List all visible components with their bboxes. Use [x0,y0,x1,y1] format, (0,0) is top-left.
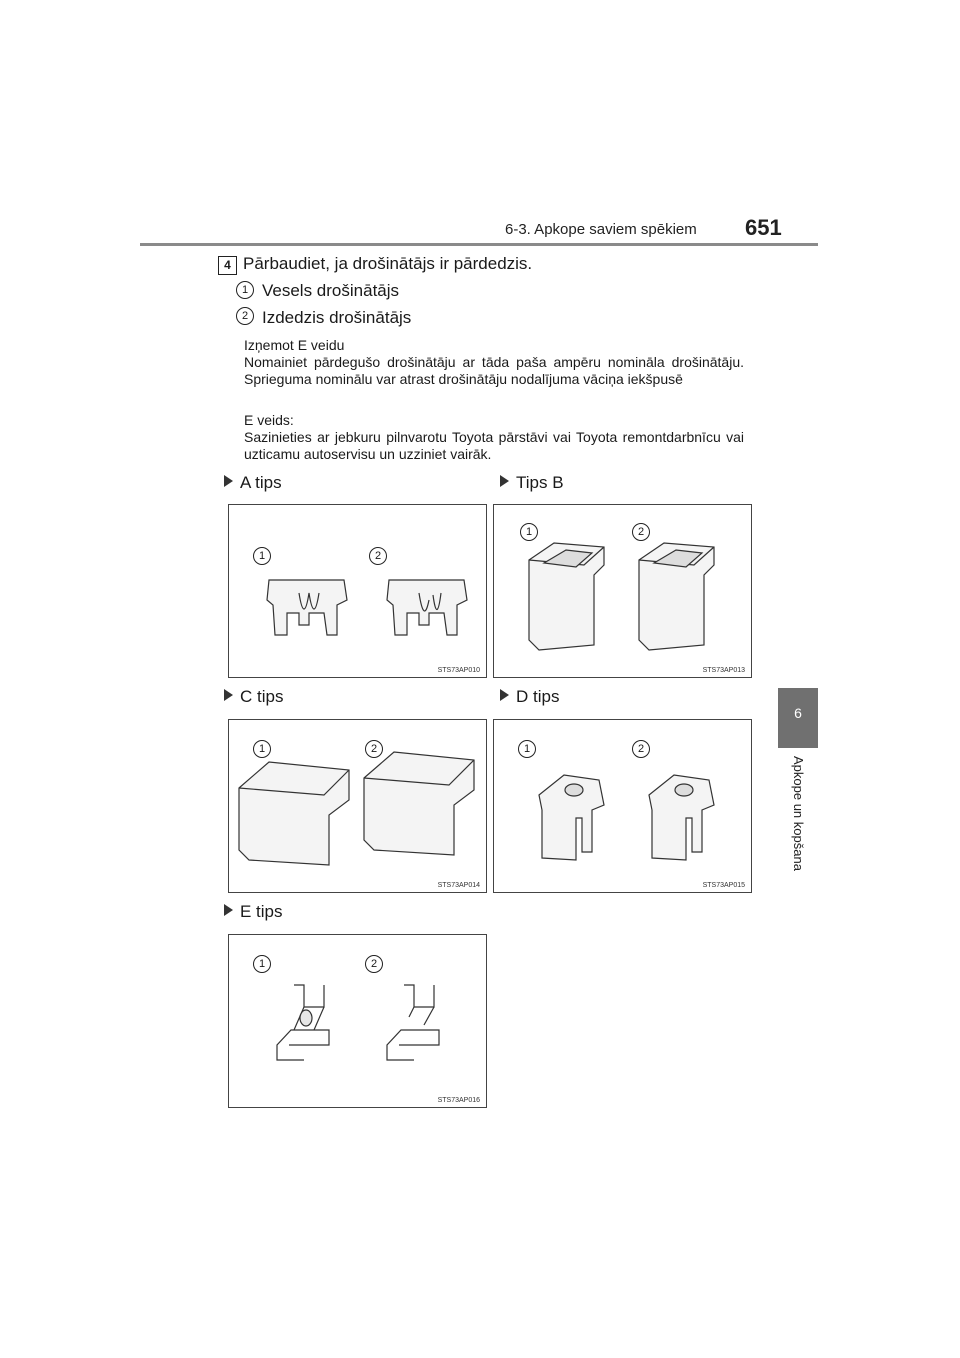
figure-type-e [228,934,487,1108]
figure-marker-good: 1 [253,740,271,758]
step-text: Pārbaudiet, ja drošinātājs ir pārdedzis. [243,254,533,273]
figure-code: STS73AP014 [437,882,480,889]
figure-type-b [493,504,752,678]
triangle-bullet-icon [500,475,509,487]
figure-marker-blown: 2 [365,740,383,758]
chapter-title: Apkope un kopšana [791,756,806,871]
figure-marker-good: 1 [518,740,536,758]
figure-marker-good: 1 [253,955,271,973]
triangle-bullet-icon [500,689,509,701]
figure-label-e: E tips [224,902,283,922]
blade-fuse-illustration [229,505,486,677]
step-number-box: 4 [218,256,237,275]
triangle-bullet-icon [224,689,233,701]
figure-marker-blown: 2 [365,955,383,973]
figure-code: STS73AP015 [702,882,745,889]
figure-label-c: C tips [224,687,283,707]
figure-code: STS73AP016 [437,1097,480,1104]
note-body: Sazinieties ar jebkuru pilnvarotu Toyota pārstāvi vai Toyota remontdarbnīcu vai uzticamu autoservisu un uzziniet vairāk. [244,429,744,462]
figure-code: STS73AP010 [437,667,480,674]
figure-marker-good: 1 [520,523,538,541]
figure-marker-good: 1 [253,547,271,565]
figure-marker-blown: 2 [369,547,387,565]
triangle-bullet-icon [224,475,233,487]
triangle-bullet-icon [224,904,233,916]
figure-label-d: D tips [500,687,559,707]
figure-label-a: A tips [224,473,282,493]
figure-code: STS73AP013 [702,667,745,674]
item-good-fuse: Vesels drošinātājs [262,281,400,300]
chapter-tab: 6 [778,688,818,748]
chapter-title-vertical [779,756,819,896]
figure-type-a [228,504,487,678]
note-body: Nomainiet pārdegušo drošinātāju ar tāda paša ampēru nomināla drošinātāju. Sprieguma nominālu var atrast drošinātāju nodalījuma vāciņa iekšpusē [244,354,744,387]
note-except-e [244,337,744,388]
note-type-e [244,412,744,463]
note-heading: Izņemot E veidu [244,337,345,353]
figure-type-c [228,719,487,893]
header-divider [140,243,818,246]
figure-marker-blown: 2 [632,740,650,758]
figure-type-d [493,719,752,893]
section-title: 6-3. Apkope saviem spēkiem [505,221,697,238]
note-heading: E veids: [244,412,294,428]
item-blown-fuse: Izdedzis drošinātājs [262,308,412,327]
item-number-marker: 1 [236,281,254,299]
page-number: 651 [745,215,782,240]
figure-marker-blown: 2 [632,523,650,541]
item-number-marker: 2 [236,307,254,325]
figure-label-b: Tips B [500,473,564,493]
